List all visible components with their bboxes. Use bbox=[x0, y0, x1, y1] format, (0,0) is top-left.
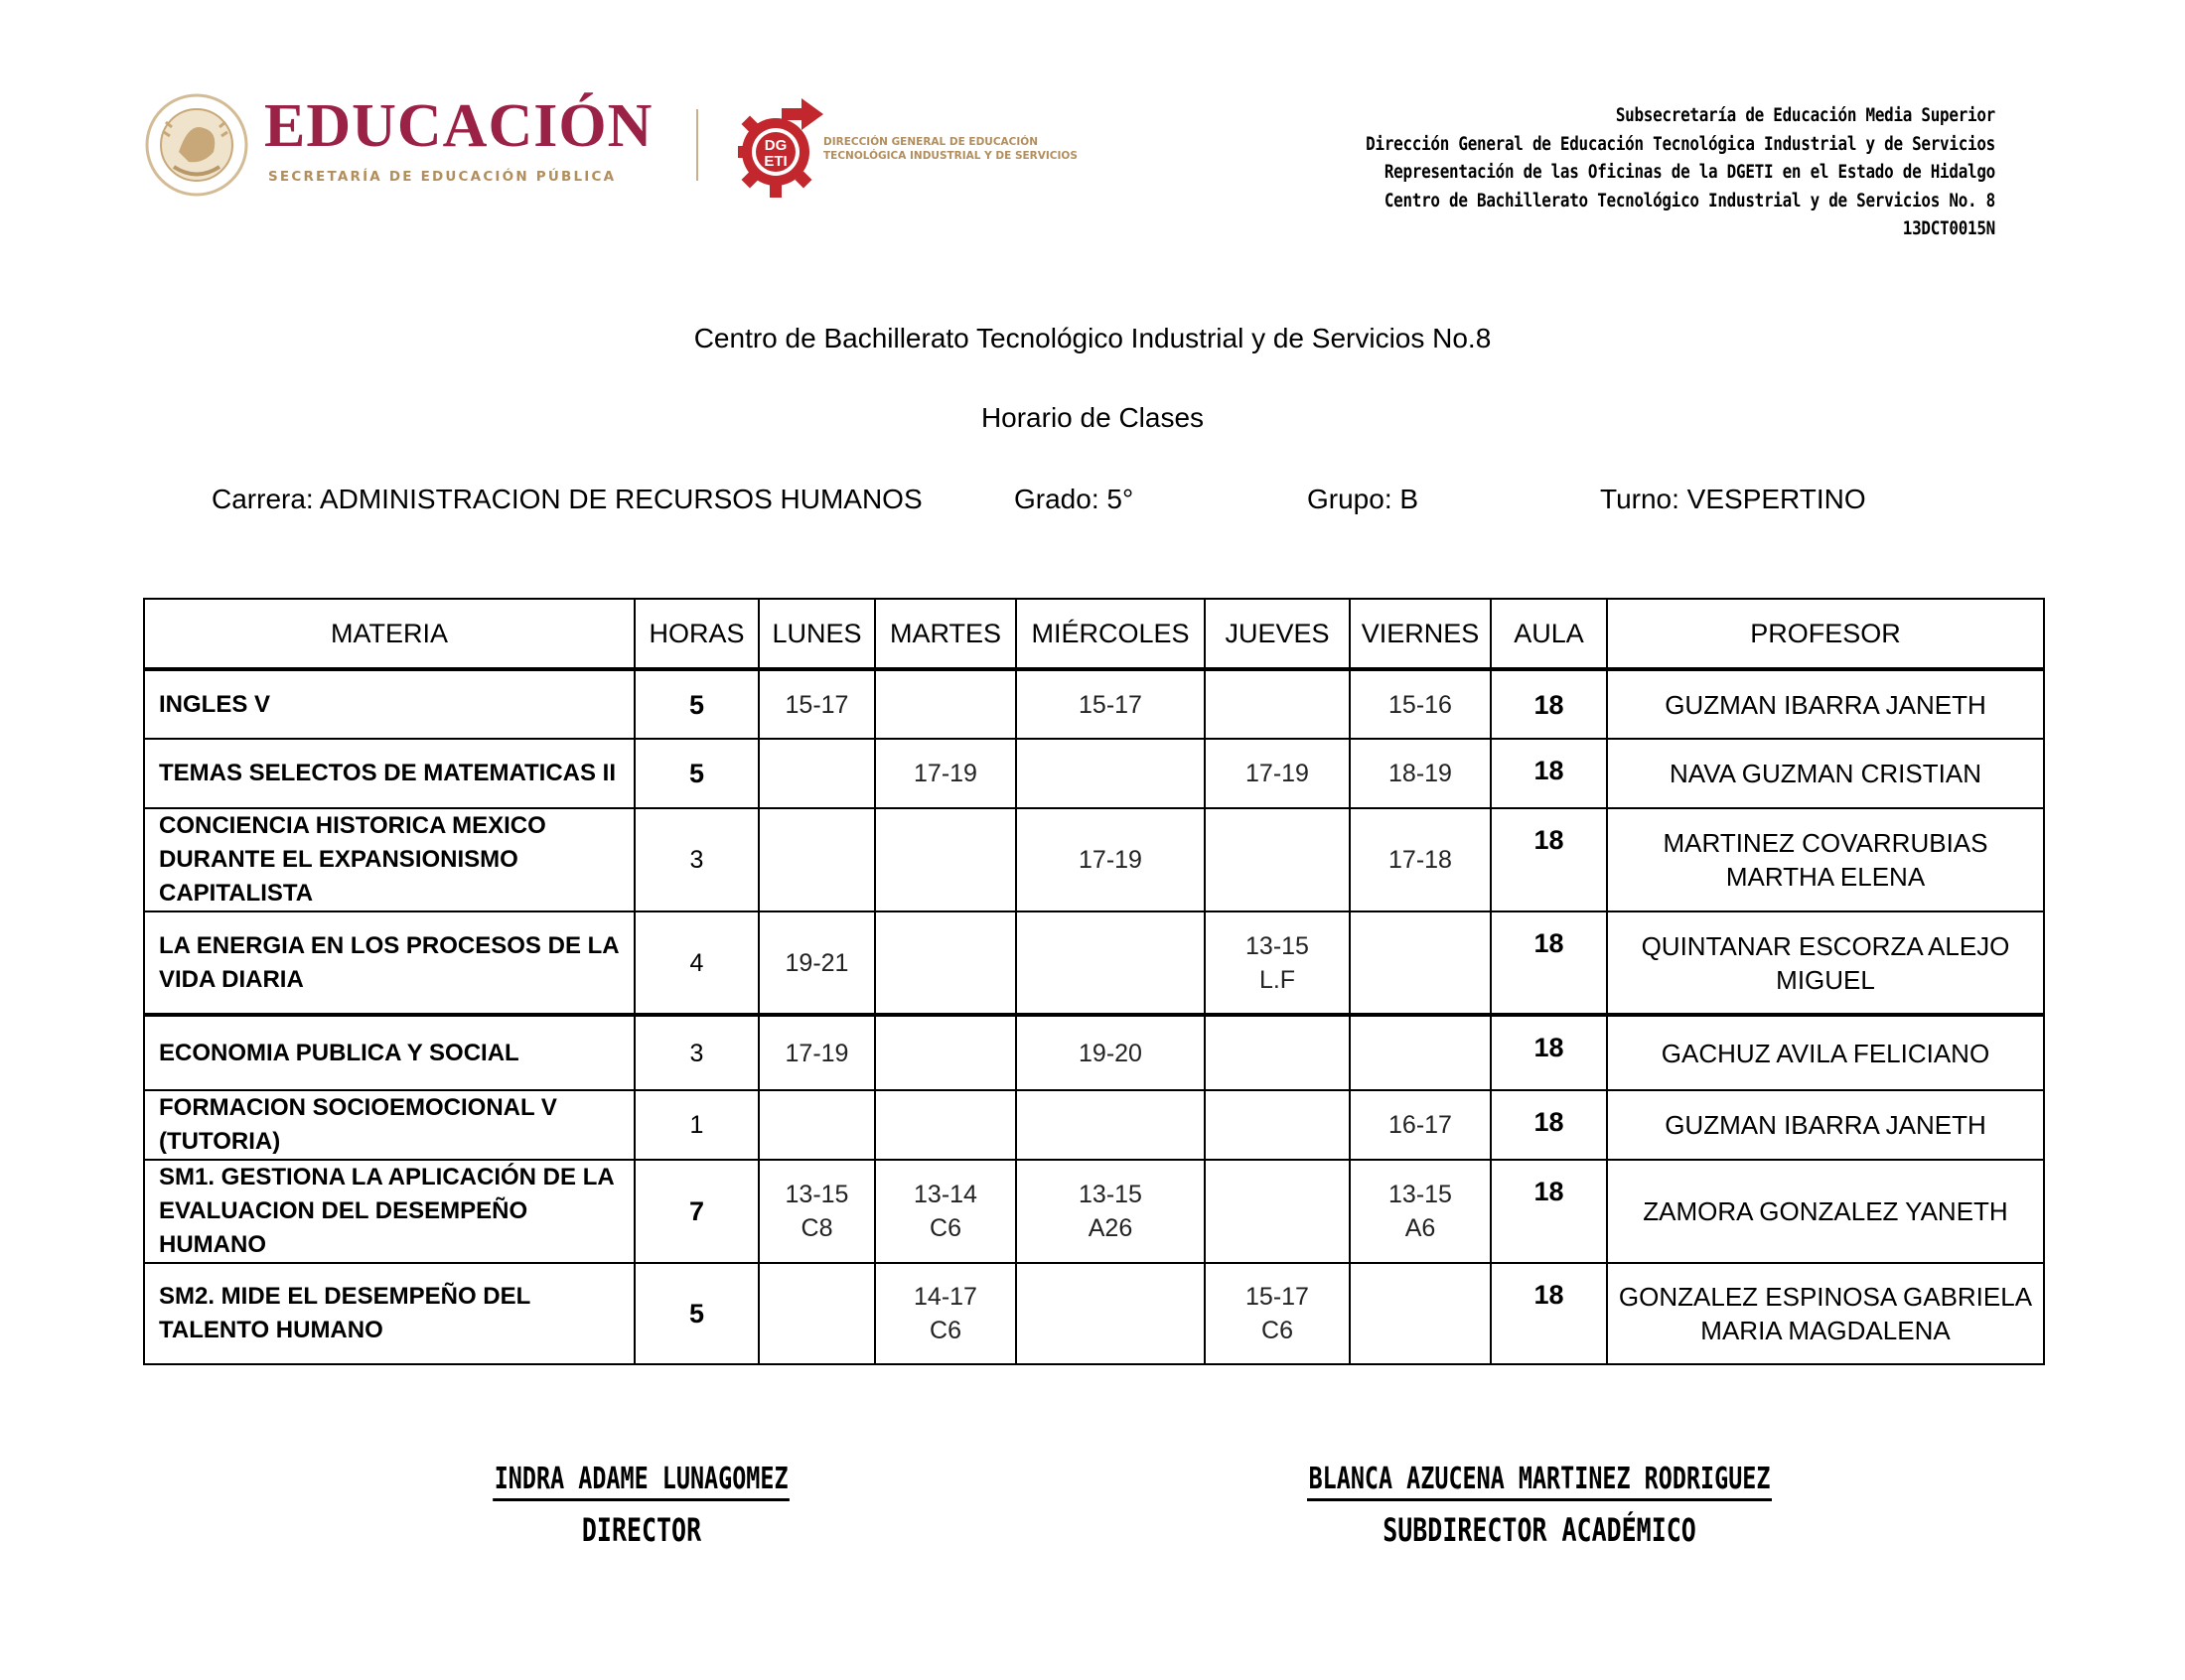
aula-cell: 18 bbox=[1491, 1015, 1607, 1090]
lunes-cell bbox=[759, 808, 875, 911]
viernes-cell bbox=[1350, 1090, 1491, 1160]
materia-cell: TEMAS SELECTOS DE MATEMATICAS II bbox=[144, 739, 635, 808]
materia-cell: CONCIENCIA HISTORICA MEXICO DURANTE EL EXPANSIONISMO CAPITALISTA bbox=[144, 808, 635, 911]
viernes-cell bbox=[1350, 1015, 1491, 1090]
viernes-cell bbox=[1350, 669, 1491, 739]
dgeti-logo-line-1: DIRECCIÓN GENERAL DE EDUCACIÓN bbox=[823, 136, 1038, 148]
institution-line: Centro de Bachillerato Tecnológico Industrial y de Servicios No. 8 bbox=[1384, 190, 1995, 211]
jueves-cell bbox=[1205, 1090, 1350, 1160]
jueves-cell bbox=[1205, 1015, 1350, 1090]
mexican-coat-of-arms-seal-icon bbox=[144, 92, 249, 198]
column-header-profesor: PROFESOR bbox=[1607, 599, 2044, 669]
horas-cell: 5 bbox=[635, 739, 759, 808]
aula-cell: 18 bbox=[1491, 808, 1607, 911]
room-code: A26 bbox=[1088, 1214, 1133, 1242]
lunes-cell bbox=[759, 739, 875, 808]
logo-divider bbox=[696, 109, 698, 181]
miercoles-cell bbox=[1016, 1015, 1205, 1090]
lunes-cell bbox=[759, 1015, 875, 1090]
profesor-cell: ZAMORA GONZALEZ YANETH bbox=[1607, 1160, 2044, 1263]
grado-label: Grado: 5° bbox=[1014, 484, 1134, 514]
martes-cell bbox=[875, 739, 1016, 808]
institution-line: Dirección General de Educación Tecnológica Industrial y de Servicios bbox=[1366, 133, 1995, 155]
table-row bbox=[144, 1090, 2044, 1160]
time-slot: 14-17 bbox=[914, 1283, 977, 1311]
martes-cell bbox=[875, 1263, 1016, 1364]
table-row bbox=[144, 739, 2044, 808]
schedule-title: Horario de Clases bbox=[980, 402, 1205, 433]
signature-director bbox=[344, 1462, 940, 1549]
lunes-cell bbox=[759, 1263, 875, 1364]
lunes-cell bbox=[759, 1090, 875, 1160]
time-slot: 13-15 bbox=[1079, 1181, 1142, 1208]
martes-cell bbox=[875, 911, 1016, 1015]
room-code: C6 bbox=[930, 1214, 961, 1242]
column-header-aula: AULA bbox=[1491, 599, 1607, 669]
martes-cell bbox=[875, 1160, 1016, 1263]
signature-subdirector bbox=[1142, 1462, 1937, 1549]
dgeti-logo-line-2: TECNOLÓGICA INDUSTRIAL Y DE SERVICIOS bbox=[823, 150, 1078, 162]
table-row bbox=[144, 669, 2044, 739]
school-title: Centro de Bachillerato Tecnológico Industrial y de Servicios No.8 bbox=[693, 323, 1492, 353]
time-slot: 15-17 bbox=[1079, 690, 1142, 719]
time-slot: 19-20 bbox=[1079, 1039, 1142, 1067]
time-slot: 19-21 bbox=[785, 948, 849, 977]
column-header-jueves: JUEVES bbox=[1205, 599, 1350, 669]
sep-logo-subtitle: SECRETARÍA DE EDUCACIÓN PÚBLICA bbox=[268, 169, 617, 185]
aula-cell: 18 bbox=[1491, 1090, 1607, 1160]
aula-cell: 18 bbox=[1491, 1263, 1607, 1364]
signatory-name: INDRA ADAME LUNAGOMEZ bbox=[494, 1462, 791, 1501]
viernes-cell bbox=[1350, 911, 1491, 1015]
lunes-cell bbox=[759, 911, 875, 1015]
signatory-name: BLANCA AZUCENA MARTINEZ RODRIGUEZ bbox=[1307, 1462, 1772, 1501]
column-header-horas: HORAS bbox=[635, 599, 759, 669]
time-slot: 13-15 bbox=[785, 1181, 849, 1208]
martes-cell bbox=[875, 669, 1016, 739]
grupo-label: Grupo: B bbox=[1307, 484, 1419, 514]
dgeti-logo-text bbox=[823, 135, 1078, 163]
room-code: C6 bbox=[1261, 1317, 1293, 1344]
signatory-role: DIRECTOR bbox=[581, 1511, 702, 1549]
materia-cell: INGLES V bbox=[144, 669, 635, 739]
jueves-cell bbox=[1205, 669, 1350, 739]
institution-header bbox=[1263, 102, 1995, 244]
institution-line: Subsecretaría de Educación Media Superior bbox=[1615, 105, 1995, 126]
column-header-miercoles: MIÉRCOLES bbox=[1016, 599, 1205, 669]
jueves-cell bbox=[1205, 1160, 1350, 1263]
aula-cell: 18 bbox=[1491, 669, 1607, 739]
profesor-cell: GUZMAN IBARRA JANETH bbox=[1607, 669, 2044, 739]
profesor-cell: GACHUZ AVILA FELICIANO bbox=[1607, 1015, 2044, 1090]
schedule-table bbox=[143, 598, 2045, 1365]
jueves-cell bbox=[1205, 739, 1350, 808]
time-slot: 13-14 bbox=[914, 1181, 977, 1208]
horas-cell: 7 bbox=[635, 1160, 759, 1263]
viernes-cell bbox=[1350, 1263, 1491, 1364]
schedule-table-body bbox=[144, 669, 2044, 1364]
institution-line: Representación de las Oficinas de la DGETI en el Estado de Hidalgo bbox=[1384, 162, 1995, 183]
aula-cell: 18 bbox=[1491, 911, 1607, 1015]
profesor-cell: MARTINEZ COVARRUBIAS MARTHA ELENA bbox=[1607, 808, 2044, 911]
table-header-row bbox=[144, 599, 2044, 669]
room-code: L.F bbox=[1258, 965, 1296, 994]
profesor-cell: GUZMAN IBARRA JANETH bbox=[1607, 1090, 2044, 1160]
room-code: C6 bbox=[930, 1317, 961, 1344]
school-code: 13DCT0015N bbox=[1902, 218, 1995, 239]
dgeti-gear-logo-icon bbox=[736, 94, 825, 200]
time-slot: 17-18 bbox=[1388, 846, 1452, 874]
materia-cell: SM1. GESTIONA LA APLICACIÓN DE LA EVALUACION DEL DESEMPEÑO HUMANO bbox=[144, 1160, 635, 1263]
jueves-cell bbox=[1205, 911, 1350, 1015]
horas-cell: 3 bbox=[635, 808, 759, 911]
column-header-lunes: LUNES bbox=[759, 599, 875, 669]
miercoles-cell bbox=[1016, 669, 1205, 739]
horas-cell: 3 bbox=[635, 1015, 759, 1090]
table-row bbox=[144, 911, 2044, 1015]
table-row bbox=[144, 1263, 2044, 1364]
miercoles-cell bbox=[1016, 911, 1205, 1015]
room-code: A6 bbox=[1404, 1214, 1436, 1242]
table-row bbox=[144, 808, 2044, 911]
column-header-martes: MARTES bbox=[875, 599, 1016, 669]
materia-cell: LA ENERGIA EN LOS PROCESOS DE LA VIDA DIARIA bbox=[144, 911, 635, 1015]
materia-cell: ECONOMIA PUBLICA Y SOCIAL bbox=[144, 1015, 635, 1090]
materia-cell: FORMACION SOCIOEMOCIONAL V (TUTORIA) bbox=[144, 1090, 635, 1160]
horas-cell: 4 bbox=[635, 911, 759, 1015]
time-slot: 17-19 bbox=[914, 760, 977, 787]
time-slot: 15-16 bbox=[1388, 690, 1452, 719]
time-slot: 15-17 bbox=[785, 690, 849, 719]
profesor-cell: NAVA GUZMAN CRISTIAN bbox=[1607, 739, 2044, 808]
martes-cell bbox=[875, 808, 1016, 911]
signatory-role: SUBDIRECTOR ACADÉMICO bbox=[1383, 1511, 1696, 1549]
aula-cell: 18 bbox=[1491, 739, 1607, 808]
time-slot: 18-19 bbox=[1388, 760, 1452, 787]
table-row bbox=[144, 1015, 2044, 1090]
horas-cell: 5 bbox=[635, 1263, 759, 1364]
horas-cell: 5 bbox=[635, 669, 759, 739]
time-slot: 15-17 bbox=[1245, 1283, 1309, 1311]
miercoles-cell bbox=[1016, 1090, 1205, 1160]
aula-cell: 18 bbox=[1491, 1160, 1607, 1263]
martes-cell bbox=[875, 1090, 1016, 1160]
lunes-cell bbox=[759, 669, 875, 739]
viernes-cell bbox=[1350, 1160, 1491, 1263]
miercoles-cell bbox=[1016, 1160, 1205, 1263]
miercoles-cell bbox=[1016, 808, 1205, 911]
table-row bbox=[144, 1160, 2044, 1263]
viernes-cell bbox=[1350, 808, 1491, 911]
time-slot: 13-15 bbox=[1245, 931, 1309, 960]
svg-text:DG: DG bbox=[764, 137, 788, 154]
time-slot: 16-17 bbox=[1388, 1111, 1452, 1139]
jueves-cell bbox=[1205, 808, 1350, 911]
viernes-cell bbox=[1350, 739, 1491, 808]
column-header-viernes: VIERNES bbox=[1350, 599, 1491, 669]
time-slot: 13-15 bbox=[1388, 1181, 1452, 1208]
profesor-cell: GONZALEZ ESPINOSA GABRIELA MARIA MAGDALENA bbox=[1607, 1263, 2044, 1364]
miercoles-cell bbox=[1016, 739, 1205, 808]
profesor-cell: QUINTANAR ESCORZA ALEJO MIGUEL bbox=[1607, 911, 2044, 1015]
svg-text:ETI: ETI bbox=[764, 153, 788, 170]
materia-cell: SM2. MIDE EL DESEMPEÑO DEL TALENTO HUMANO bbox=[144, 1263, 635, 1364]
carrera-label: Carrera: ADMINISTRACION DE RECURSOS HUMANOS bbox=[212, 484, 923, 514]
martes-cell bbox=[875, 1015, 1016, 1090]
turno-label: Turno: VESPERTINO bbox=[1600, 484, 1866, 514]
jueves-cell bbox=[1205, 1263, 1350, 1364]
time-slot: 17-19 bbox=[1245, 760, 1309, 787]
room-code: C8 bbox=[801, 1214, 833, 1242]
time-slot: 17-19 bbox=[1079, 846, 1142, 874]
lunes-cell bbox=[759, 1160, 875, 1263]
sep-logo-wordmark: EDUCACIÓN bbox=[264, 92, 654, 160]
time-slot: 17-19 bbox=[785, 1039, 849, 1067]
column-header-materia: MATERIA bbox=[144, 599, 635, 669]
horas-cell: 1 bbox=[635, 1090, 759, 1160]
miercoles-cell bbox=[1016, 1263, 1205, 1364]
